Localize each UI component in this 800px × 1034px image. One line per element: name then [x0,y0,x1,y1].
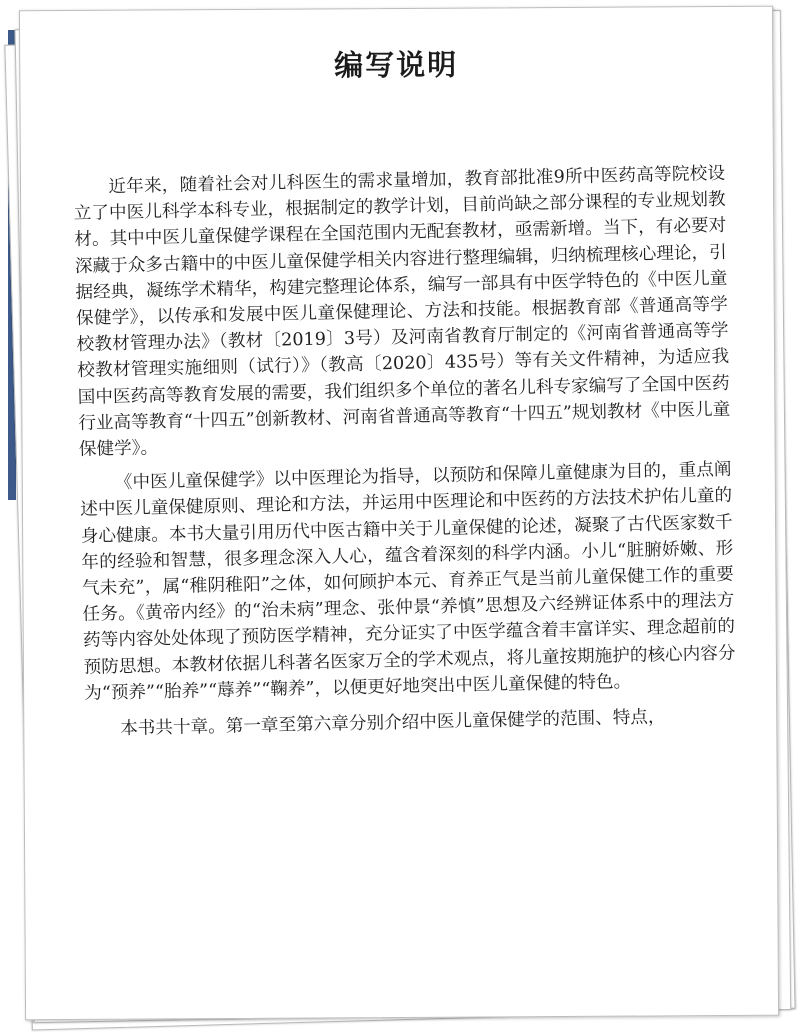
paragraph: 《中医儿童保健学》以中医理论为指导，以预防和保障儿童健康为目的，重点阐述中医儿童保健原则、理论和方法，并运用中医理论和中医药的方法技术护佑儿童的身心健康。本书大量引用历代中医古籍中关于儿童保健的论述，凝聚了古代医家数千年的经验和智慧，很多理念深入人心，蕴含着深刻的科学内涵。小儿“脏腑娇嫩、形气未充”，属“稚阴稚阳”之体，如何顾护本元、育养正气是当前儿童保健工作的重要任务。《黄帝内经》的“治未病”理念、张仲景“养慎”思想及六经辨证体系中的理法方药等内容处处体现了预防医学精神，充分证实了中医学蕴含着丰富详实、理念超前的预防思想。本教材依据儿科著名医家万全的学术观点，将儿童按期施护的核心内容分为“预养”“胎养”“蓐养”“鞠养”，以便更好地突出中医儿童保健的特色。 [80,459,736,704]
body-text [73,161,737,745]
paragraph: 本书共十章。第一章至第六章分别介绍中医儿童保健学的范围、特点， [119,707,666,740]
page-title: 编写说明 [334,47,459,83]
document-page [19,6,779,1021]
paragraph: 近年来，随着社会对儿科医生的需求量增加，教育部批准9所中医药高等院校设立了中医儿科学本科专业，根据制定的教学计划，目前尚缺之部分课程的专业规划教材。其中中医儿童保健学课程在全国范围内无配套教材，亟需新增。当下，有必要对深藏于众多古籍中的中医儿童保健学相关内容进行整理编辑，归纳梳理核心理论，引据经典，凝练学术精华，构建完整理论体系，编写一部具有中医学特色的《中医儿童保健学》，以传承和发展中医儿童保健理论、方法和技能。根据教育部《普通高等学校教材管理办法》（教材〔2019〕3号）及河南省教育厅制定的《河南省普通高等学校教材管理实施细则（试行）》（教高〔2020〕435号）等有关文件精神，为适应我国中医药高等教育发展的需要，我们组织多个单位的著名儿科专家编写了全国中医药行业高等教育“十四五”创新教材、河南省普通高等教育“十四五”规划教材《中医儿童保健学》。 [73,163,731,460]
